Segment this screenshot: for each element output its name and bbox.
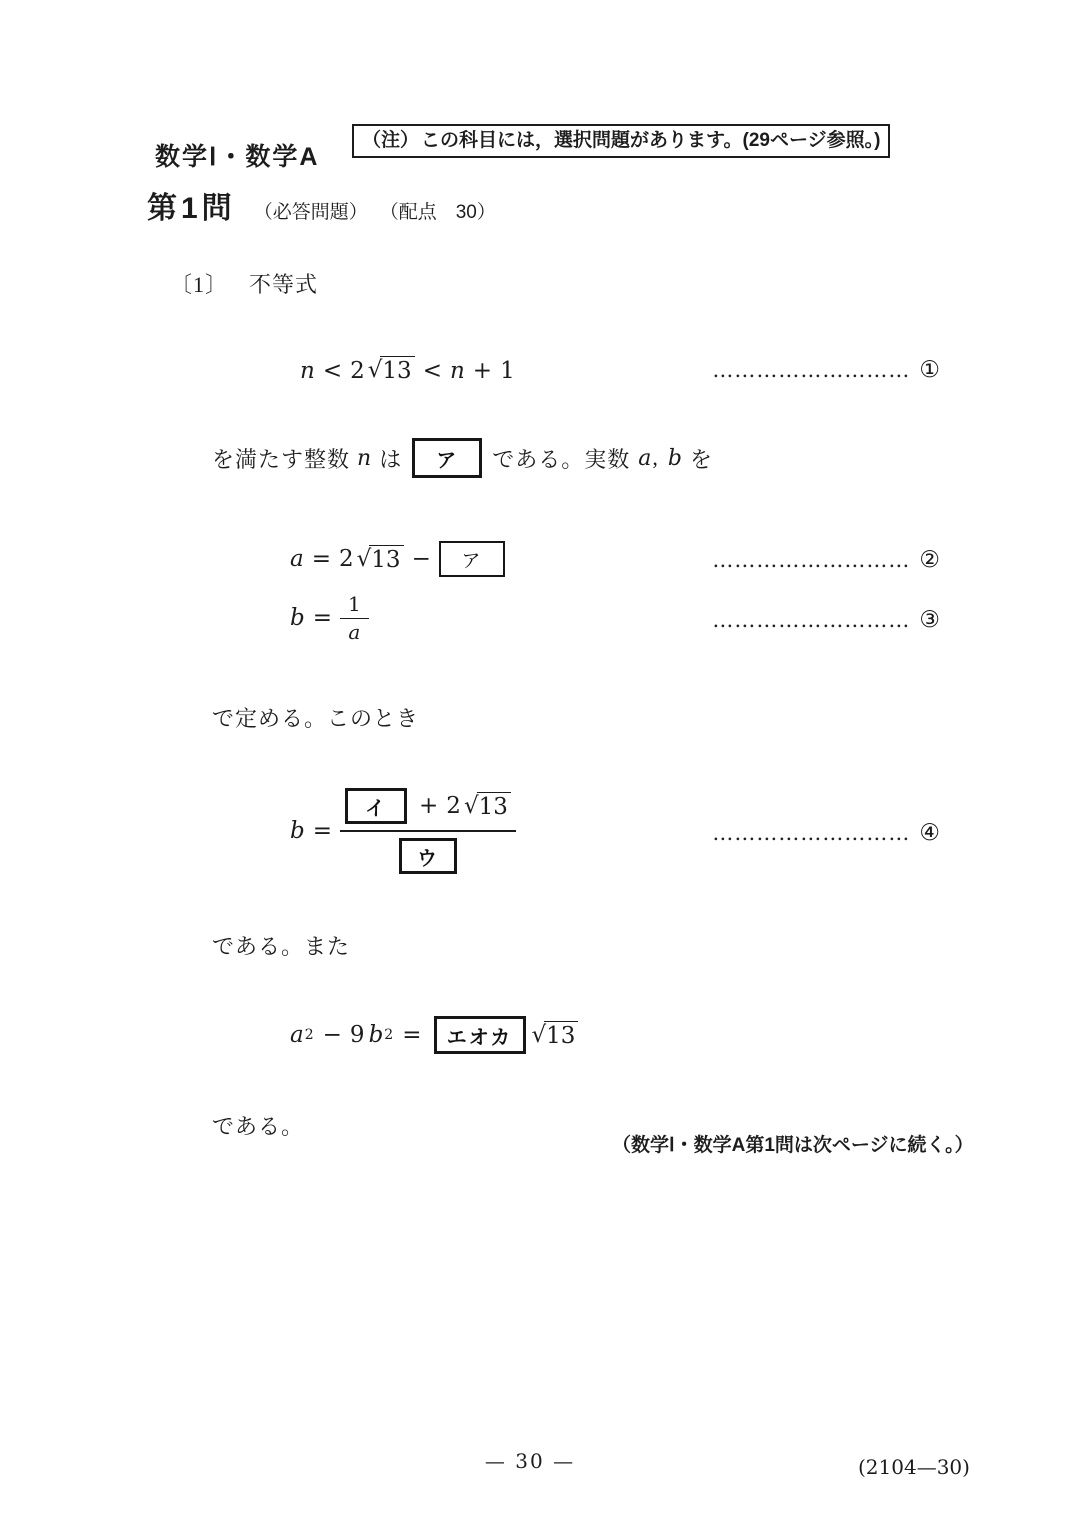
eq4-fraction: [340, 788, 516, 874]
line-dearu-mata: である。また: [212, 934, 351, 959]
eq1-one: 1: [500, 357, 515, 384]
eq5-sqrt: [532, 1021, 579, 1049]
eq4-coefficient: 2: [446, 793, 461, 819]
equation-2-row: [290, 536, 940, 582]
eq5-equals: =: [402, 1022, 422, 1048]
section-heading: [147, 183, 496, 227]
answer-box-eoka: エオカ: [434, 1016, 526, 1054]
note-text: この科目には，選択問題があります。(29ページ参照。): [421, 130, 881, 151]
eq3-number: ③: [919, 607, 940, 633]
eq2-equals: =: [311, 546, 331, 572]
eq5-exponent-a: 2: [304, 1027, 314, 1043]
radical-sign: √: [356, 545, 372, 572]
answer-box-a-eq2: ア: [439, 541, 505, 577]
eq2-minus: −: [411, 546, 431, 572]
dotted-leader: ………………………: [712, 821, 911, 845]
line-dearu: である。: [212, 1114, 305, 1139]
eq5-minus: −: [322, 1022, 342, 1048]
eq1-plus: +: [472, 357, 493, 384]
eq3-fraction: [340, 593, 369, 644]
equation-3-row: [290, 586, 940, 650]
eq1-less-than-1: <: [322, 357, 343, 384]
answer-box-i: イ: [345, 788, 407, 824]
eq4-numerator: [340, 788, 516, 832]
dotted-leader: ………………………: [712, 548, 911, 572]
eq1-leader-group: [712, 357, 940, 383]
line-define: で定める。このとき: [212, 706, 420, 731]
eq3-var-b: b: [290, 605, 305, 631]
equation-4: [290, 788, 516, 874]
part-heading: [170, 268, 318, 299]
eq2-leader-group: [712, 547, 940, 573]
eq1-var-n: n: [300, 357, 315, 384]
equation-1-row: [290, 350, 940, 390]
satisfy-var-b: b: [667, 445, 683, 471]
part-intro: 不等式: [249, 272, 319, 297]
eq5-nine: 9: [349, 1022, 365, 1048]
eq1-var-n2: n: [449, 357, 465, 384]
eq2-radicand: 13: [369, 545, 403, 573]
answer-box-a: ア: [412, 438, 482, 478]
radical-sign: √: [463, 792, 479, 819]
eq1-number: ①: [919, 357, 940, 383]
section-points: （配点 30）: [379, 202, 496, 223]
satisfy-var-a: a: [638, 445, 653, 471]
eq3-leader-group: [712, 607, 940, 633]
equation-5: [290, 1016, 578, 1054]
eq5-var-b: b: [368, 1022, 384, 1048]
dotted-leader: ………………………: [712, 608, 911, 632]
eq5-exponent-b: 2: [384, 1027, 394, 1043]
eq4-var-b: b: [290, 818, 305, 844]
section-title: 第1問: [147, 192, 236, 225]
dotted-leader: ………………………: [712, 358, 911, 382]
section-kind: （必答問題）: [253, 202, 368, 223]
line-satisfy: [212, 436, 713, 480]
eq2-number: ②: [919, 547, 940, 573]
part-label: 〔1〕: [170, 272, 229, 297]
eq5-radicand: 13: [544, 1021, 578, 1049]
eq3-numerator: 1: [340, 593, 369, 619]
satisfy-wa-text: は: [379, 446, 403, 472]
equation-1: [290, 356, 515, 384]
eq5-var-a: a: [290, 1022, 304, 1048]
eq4-denominator: [399, 832, 457, 874]
booklet-code: (2104—30): [858, 1455, 970, 1479]
eq4-sqrt: [464, 792, 511, 820]
satisfy-wo-text: を: [689, 446, 713, 472]
eq4-number: ④: [919, 820, 940, 846]
satisfy-comma: ,: [652, 445, 659, 470]
answer-box-u: ウ: [399, 838, 457, 874]
eq2-sqrt: [357, 545, 404, 573]
eq4-radicand: 13: [477, 792, 511, 820]
continue-note: （数学Ⅰ・数学A第1問は次ページに続く。）: [612, 1135, 974, 1156]
equation-5-row: [290, 1012, 940, 1058]
equation-3: [290, 593, 369, 644]
radical-sign: √: [531, 1021, 547, 1048]
subject-title: 数学Ⅰ・数学A: [155, 143, 320, 171]
equation-2: [290, 541, 505, 577]
equation-4-row: [290, 784, 940, 878]
eq1-coefficient: 2: [350, 357, 365, 384]
eq1-sqrt: [368, 358, 415, 384]
eq2-var-a: a: [290, 546, 304, 572]
radical-sign: √: [367, 356, 383, 383]
page-number: — 30 —: [484, 1449, 576, 1473]
note-box: [352, 124, 890, 158]
eq3-denominator: a: [348, 619, 361, 644]
eq4-equals: =: [312, 818, 333, 844]
eq4-plus: +: [419, 793, 439, 819]
eq1-radicand: 13: [380, 356, 414, 384]
eq4-leader-group: [712, 820, 940, 846]
eq1-less-than-2: <: [422, 357, 442, 384]
eq3-equals: =: [312, 605, 333, 631]
eq2-coefficient: 2: [339, 546, 354, 572]
satisfy-mid-text: である。実数: [492, 446, 631, 472]
note-label: （注）: [362, 130, 420, 151]
satisfy-var-n: n: [357, 445, 373, 471]
satisfy-pre-text: を満たす整数: [212, 446, 351, 472]
